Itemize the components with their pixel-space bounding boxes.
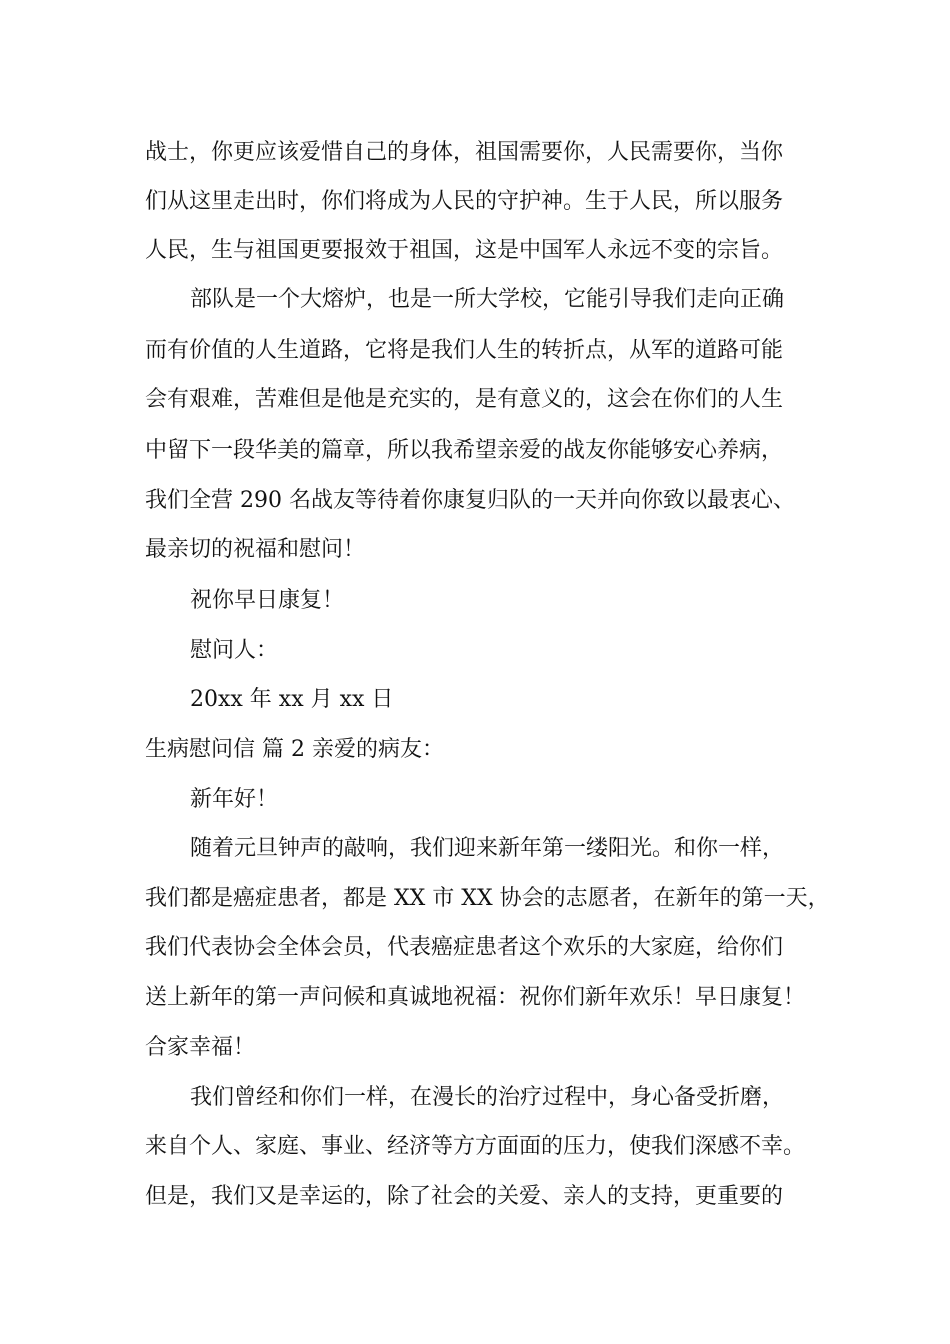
text-line: 部队是一个大熔炉，也是一所大学校，它能引导我们走向正确 [190, 287, 785, 312]
text-line: 我们曾经和你们一样，在漫长的治疗过程中，身心备受折磨， [190, 1085, 785, 1110]
text-line: 中留下一段华美的篇章，所以我希望亲爱的战友你能够安心养病， [145, 438, 784, 463]
greeting-line: 新年好！ [190, 787, 279, 812]
text-line: 但是，我们又是幸运的，除了社会的关爱、亲人的支持，更重要的 [145, 1184, 784, 1209]
text-line: 我们都是癌症患者，都是 XX 市 XX 协会的志愿者，在新年的第一天， [145, 886, 830, 911]
text-line: 我们代表协会全体会员，代表癌症患者这个欢乐的大家庭，给你们 [145, 935, 784, 960]
text-line: 来自个人、家庭、事业、经济等方方面面的压力，使我们深感不幸。 [145, 1134, 806, 1159]
text-line: 合家幸福！ [145, 1035, 256, 1060]
text-line: 战士，你更应该爱惜自己的身体，祖国需要你，人民需要你，当你 [145, 140, 784, 165]
text-line: 最亲切的祝福和慰问！ [145, 537, 366, 562]
date-line: 20xx 年 xx 月 xx 日 [190, 687, 394, 712]
signature-label: 慰问人： [190, 638, 279, 663]
text-line: 人民，生与祖国更要报效于祖国，这是中国军人永远不变的宗旨。 [145, 238, 784, 263]
closing-wish: 祝你早日康复！ [190, 588, 345, 613]
text-line: 而有价值的人生道路，它将是我们人生的转折点，从军的道路可能 [145, 338, 784, 363]
section-heading: 生病慰问信 篇 2 亲爱的病友： [145, 737, 444, 762]
text-line: 随着元旦钟声的敲响，我们迎来新年第一缕阳光。和你一样， [190, 836, 785, 861]
text-line: 我们全营 290 名战友等待着你康复归队的一天并向你致以最衷心、 [145, 488, 795, 513]
text-line: 们从这里走出时，你们将成为人民的守护神。生于人民，所以服务 [145, 189, 784, 214]
text-line: 送上新年的第一声问候和真诚地祝福：祝你们新年欢乐！早日康复！ [145, 985, 806, 1010]
text-line: 会有艰难，苦难但是他是充实的，是有意义的，这会在你们的人生 [145, 387, 784, 412]
